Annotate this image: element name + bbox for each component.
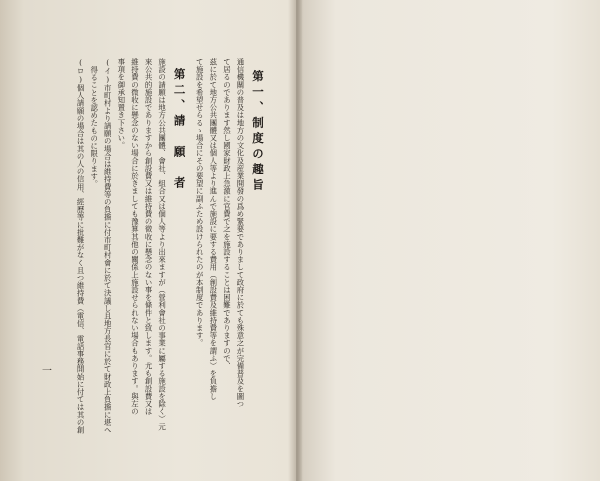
page-number: 一 (42, 366, 52, 377)
left-page (0, 0, 298, 481)
text-column: 維持費の微收に懸念のない場合に於きましても豫算其他の關係上施設せられない場合もあります。與左の (130, 58, 140, 416)
right-page-blank (302, 0, 600, 481)
section-heading-1: 第一、制度の趣旨 (251, 70, 265, 194)
section-heading-2: 第二、請 願 者 (172, 68, 187, 192)
text-column: 茲に於て地方公共團體又は個人等より進んで施設に要する費用（創設費及維持費等を謂ふ）を負擔し (208, 58, 218, 400)
text-column: (イ)市町村より請願の場合は維持費等の負擔に付市町村會に於て決議し且地方長官に於て財政上負擔に堪へ (103, 58, 113, 434)
text-column: 得ることを認めたものに限ります。 (89, 66, 99, 188)
text-column: 事項を御承知置き下さい。 (116, 58, 126, 150)
text-column: 施設の請願は地方公共團體、會社、組合又は個人等より出來ますが（營利會社の事業に屬する施設を除く）元 (157, 58, 167, 431)
text-column: (ロ)個人請願の場合は其の人の信用、經歷等に批難がなく且つ維持費（電信、電話事務開始に付ては其の創 (76, 58, 86, 434)
text-column: 通信機關の普及は地方の文化及産業開發の爲め緊要でありまして政府に於ても殊意之が完備普及を圖つ (236, 58, 245, 408)
vertical-text-block (40, 58, 270, 448)
text-column: て施設を希望せらるゝ場合にその要望に副ふため設けられたのが本制度であります。 (195, 58, 205, 347)
text-column: 來公共的施設でありますから創設費又は維持費の微收に懸念のない事を條件と致します。尤も創設費又は (144, 58, 154, 416)
text-column: て居るのであります然し國家財政上急激に官費で之を施設することは困難でありますので、 (222, 58, 232, 370)
